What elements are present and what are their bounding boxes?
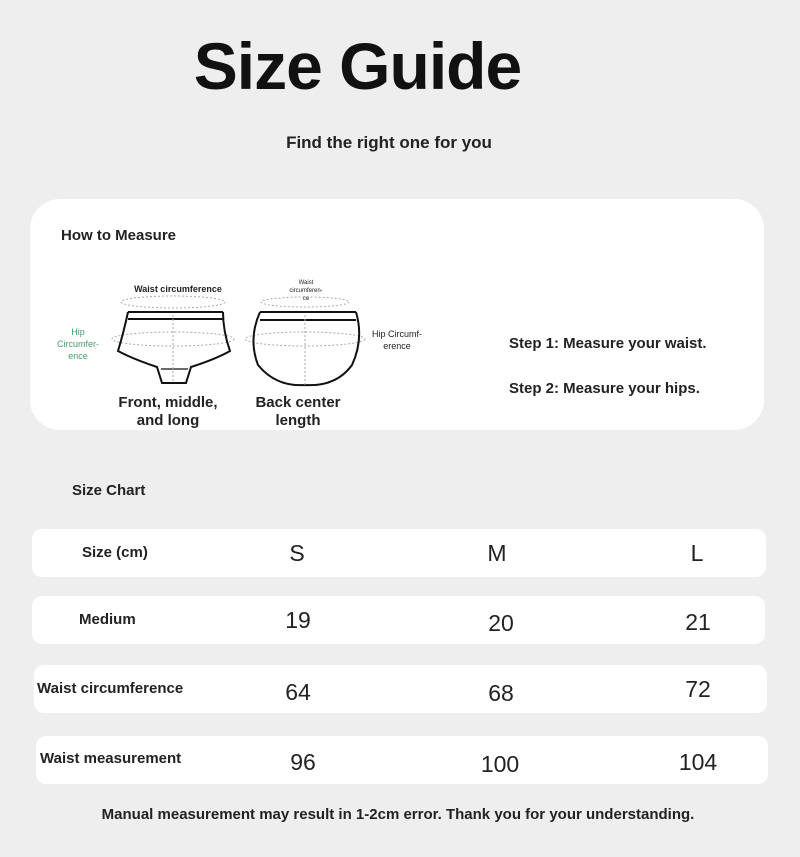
back-waist-label-line-3: ce [302,296,310,302]
row-value-m: 68 [488,680,514,706]
front-caption [108,394,228,430]
row-label: Size (cm) [82,544,148,561]
table-row [32,596,765,644]
front-hip-label-line-3: ence [68,351,88,361]
row-value-s: 96 [290,749,316,775]
table-row [36,736,768,784]
front-caption-line-1: Front, middle, [118,394,218,411]
size-chart-header-row [32,529,766,577]
front-waist-label: Waist circumference [134,284,222,294]
front-hip-label-line-1: Hip [71,327,85,337]
size-chart-title: Size Chart [72,482,146,499]
row-value-l: 104 [678,749,718,775]
page-subtitle: Find the right one for you [286,133,492,152]
row-value-s: 64 [285,679,311,705]
front-briefs-illustration [112,296,234,383]
back-caption-line-2: length [275,412,321,429]
row-value-l: 72 [685,676,711,702]
back-caption [248,394,348,430]
size-header-m: M [487,540,507,566]
how-to-measure-title: How to Measure [61,227,177,244]
row-label: Waist measurement [40,750,182,767]
step-2: Step 2: Measure your hips. [509,380,700,397]
row-value-l: 21 [685,609,711,635]
table-row [34,665,767,713]
front-caption-line-2: and long [136,412,200,429]
back-hip-label-line-2: erence [383,341,411,351]
back-hip-label-line-1: Hip Circumf- [371,329,423,339]
step-1: Step 1: Measure your waist. [509,335,707,352]
row-value-s: 19 [285,607,311,633]
size-header-s: S [289,540,305,566]
row-value-m: 20 [488,610,514,636]
row-label: Waist circumference [37,680,184,697]
row-label: Medium [79,611,136,628]
size-header-l: L [690,540,704,566]
row-value-m: 100 [480,751,520,777]
back-caption-line-1: Back center [255,394,341,411]
back-waist-label-line-2: circumferen- [289,288,323,294]
back-briefs-illustration [245,297,365,385]
disclaimer-text: Manual measurement may result in 1-2cm error. Thank you for your understanding. [101,806,695,823]
page-title: Size Guide [193,29,522,103]
front-hip-label-line-2: Circumfer- [57,339,99,349]
back-waist-label-line-1: Waist [298,280,314,286]
how-to-measure-card [30,199,764,430]
